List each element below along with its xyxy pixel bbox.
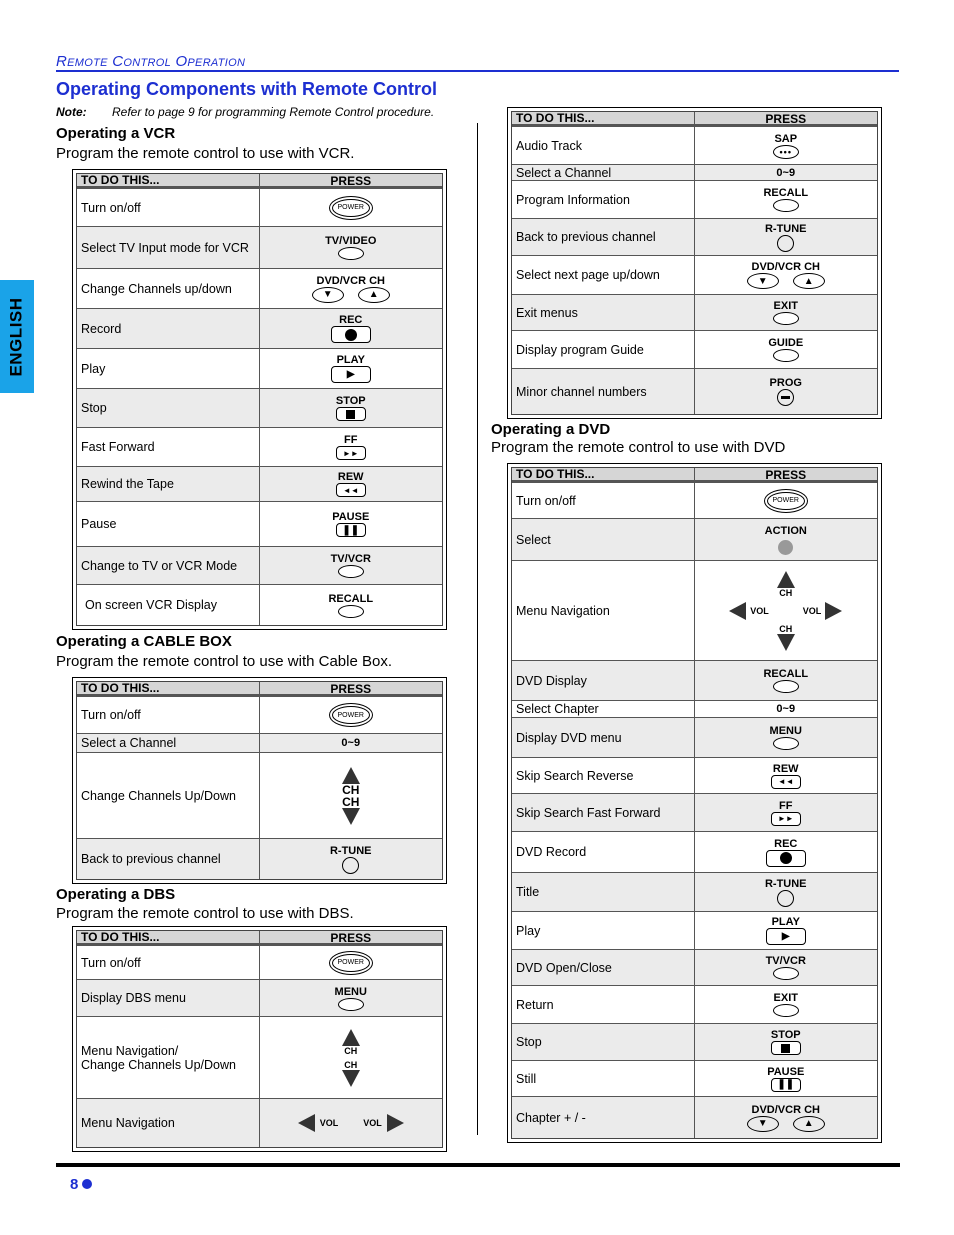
table-row-label: Select a Channel [77, 734, 260, 752]
power-button-icon: POWER [329, 951, 373, 975]
col-press: PRESS [330, 174, 372, 188]
key-label: STOP [770, 1029, 801, 1041]
table-row-label: Still [512, 1061, 695, 1096]
oval-button-icon [773, 967, 799, 980]
digital-table [507, 107, 882, 419]
stop-icon [771, 1041, 801, 1055]
table-row-label: Change to TV or VCR Mode [77, 547, 260, 584]
key-label: 0~9 [776, 166, 796, 179]
key-label: DVD/VCR CH [316, 274, 385, 287]
table-row-label: DVD Record [512, 832, 695, 872]
page-title: Operating Components with Remote Control [56, 79, 437, 99]
table-row-label: Change Channels Up/Down [81, 1057, 236, 1072]
sap-icon: ••• [773, 145, 799, 159]
key-label: DVD/VCR CH [751, 261, 820, 273]
key-label: TV/VCR [330, 553, 371, 565]
key-label: DVD/VCR CH [751, 1103, 820, 1116]
rewind-icon: ◄◄ [336, 483, 366, 497]
key-label: RECALL [763, 668, 809, 680]
oval-button-icon [773, 680, 799, 693]
ch-up-icon [342, 1029, 360, 1046]
table-row-label: Pause [77, 502, 260, 546]
table-row-label: Skip Search Reverse [512, 758, 695, 793]
table-row-label: Audio Track [512, 127, 695, 164]
table-row-label: Display program Guide [512, 331, 695, 368]
table-row-label: Select [512, 519, 695, 560]
record-icon [766, 850, 806, 867]
fast-forward-icon: ►► [336, 446, 366, 460]
dbs-sub: Program the remote control to use with DBS. [56, 905, 354, 922]
table-row-label: Program Information [512, 181, 695, 218]
table-row-label: Turn on/off [77, 189, 260, 226]
col-todo: TO DO THIS... [77, 682, 260, 694]
power-button-icon: POWER [764, 489, 808, 513]
col-todo: TO DO THIS... [512, 112, 695, 124]
oval-button-icon [773, 1004, 799, 1017]
key-label: MENU [334, 985, 367, 998]
key-label: R-TUNE [764, 222, 807, 235]
table-row-label: Back to previous channel [512, 219, 695, 255]
record-icon [331, 326, 371, 343]
col-press: PRESS [765, 112, 807, 126]
note [56, 105, 434, 119]
language-tab [0, 280, 34, 393]
oval-button-icon [338, 605, 364, 618]
play-icon: ▶ [766, 928, 806, 945]
table-row-label: Title [512, 873, 695, 911]
table-row-label: Turn on/off [77, 946, 260, 979]
table-row-label: Play [512, 912, 695, 949]
col-press: PRESS [330, 682, 372, 696]
footer-rule [56, 1163, 900, 1167]
up-arrow-icon: ▲ [358, 287, 390, 303]
key-label: PAUSE [332, 511, 370, 523]
down-arrow-icon: ▼ [747, 1116, 779, 1132]
col-press: PRESS [330, 931, 372, 945]
key-label: REC [774, 837, 798, 850]
key-label: REC [339, 314, 363, 326]
note-label: Note: [56, 105, 87, 119]
table-row-label: Stop [77, 389, 260, 427]
vcr-heading: Operating a VCR [56, 125, 176, 142]
table-row-label: Turn on/off [77, 697, 260, 733]
section-header: Remote Control Operation [56, 53, 246, 70]
table-row-label: Select a Channel [512, 165, 695, 180]
oval-button-icon [773, 349, 799, 362]
key-label: PROG [769, 377, 802, 389]
page-number: 8 [70, 1176, 92, 1193]
note-text: Refer to page 9 for programming Remote Control procedure. [112, 105, 435, 119]
vol-left-icon [729, 602, 746, 620]
table-row-label: Back to previous channel [77, 839, 260, 879]
table-row-label: Select TV Input mode for VCR [77, 227, 260, 268]
key-label: PLAY [771, 916, 800, 928]
vol-right-icon [825, 602, 842, 620]
col-press: PRESS [765, 468, 807, 482]
circle-button-icon [777, 890, 794, 907]
circle-button-icon [777, 235, 794, 252]
circle-button-icon [342, 857, 359, 874]
table-row-label: Rewind the Tape [77, 467, 260, 501]
ch-down-icon [777, 634, 795, 651]
key-label: FF [779, 799, 793, 812]
ch-down-icon [342, 808, 360, 825]
vol-left-icon [298, 1114, 315, 1132]
cable-table: TO DO THIS... PRESS Turn on/off POWER Select a Channel 0~9 Change Channels Up/Down CH CH Back to previous channel R-TUNE [72, 677, 447, 884]
power-button-icon: POWER [329, 196, 373, 220]
power-button-icon: POWER [329, 703, 373, 727]
table-row-label: Stop [512, 1024, 695, 1060]
key-label: RECALL [763, 187, 809, 199]
oval-button-icon [773, 312, 799, 325]
header-rule [56, 70, 899, 72]
pause-icon: ❚❚ [771, 1078, 801, 1092]
oval-button-icon [338, 247, 364, 260]
vcr-table [72, 169, 447, 630]
col-todo: TO DO THIS... [77, 174, 260, 186]
col-todo: TO DO THIS... [77, 931, 260, 943]
table-row-label: On screen VCR Display [77, 585, 260, 625]
key-label: 0~9 [341, 737, 361, 749]
fast-forward-icon: ►► [771, 812, 801, 826]
table-row-label: Display DVD menu [512, 718, 695, 757]
vol-right-icon [387, 1114, 404, 1132]
key-label: STOP [335, 395, 366, 407]
prog-icon [777, 389, 794, 406]
dvd-heading: Operating a DVD [491, 421, 611, 438]
key-label: GUIDE [768, 337, 804, 349]
key-label: REW [772, 762, 799, 775]
oval-button-icon [338, 565, 364, 578]
table-row-label: Return [512, 986, 695, 1023]
table-row-label: DVD Display [512, 661, 695, 700]
table-row-label: Chapter + / - [512, 1097, 695, 1138]
table-row-label: Change Channels Up/Down [77, 753, 260, 838]
dbs-table: TO DO THIS... PRESS Turn on/off POWER Display DBS menu MENU Menu Navigation/ Change Channels Up/Down CH CH Menu Navigation VOL VOL [72, 926, 447, 1152]
key-label: EXIT [773, 992, 798, 1004]
key-label: RECALL [328, 592, 374, 605]
action-button-icon [778, 540, 793, 555]
key-label: TV/VCR [765, 955, 806, 967]
oval-button-icon [773, 737, 799, 750]
ch-up-icon [777, 571, 795, 588]
language-tab-label: ENGLISH [7, 296, 26, 377]
key-label: R-TUNE [764, 877, 807, 890]
rewind-icon: ◄◄ [771, 775, 801, 789]
ch-down-icon [342, 1070, 360, 1087]
table-row-label: Menu Navigation [77, 1099, 260, 1147]
col-todo: TO DO THIS... [512, 468, 695, 480]
table-row-label: Select next page up/down [512, 256, 695, 294]
key-label: MENU [769, 725, 802, 737]
ch-up-icon [342, 767, 360, 784]
play-icon: ▶ [331, 366, 371, 383]
table-row-label: Record [77, 309, 260, 348]
table-row-label: Minor channel numbers [512, 369, 695, 414]
table-row-label: Fast Forward [77, 428, 260, 466]
oval-button-icon [338, 998, 364, 1011]
key-label: FF [344, 434, 358, 446]
vcr-sub: Program the remote control to use with VCR. [56, 145, 355, 162]
table-row-label: Change Channels up/down [77, 269, 260, 308]
up-arrow-icon: ▲ [793, 273, 825, 289]
down-arrow-icon: ▼ [747, 273, 779, 289]
key-label: REW [337, 471, 364, 483]
cable-sub: Program the remote control to use with Cable Box. [56, 653, 392, 670]
table-row-label: Select Chapter [512, 701, 695, 717]
table-row-label: Turn on/off [512, 483, 695, 518]
column-divider [477, 123, 478, 1135]
cable-heading: Operating a CABLE BOX [56, 633, 232, 650]
down-arrow-icon: ▼ [312, 287, 344, 303]
dbs-heading: Operating a DBS [56, 886, 176, 903]
table-row-label: Skip Search Fast Forward [512, 794, 695, 831]
key-label: 0~9 [776, 703, 796, 715]
table-row-label: Exit menus [512, 295, 695, 330]
oval-button-icon [773, 199, 799, 212]
bullet-icon [82, 1179, 92, 1189]
table-row-label: Menu Navigation/ [81, 1043, 179, 1058]
key-label: EXIT [773, 300, 798, 312]
table-row-label: DVD Open/Close [512, 950, 695, 985]
key-label: R-TUNE [329, 844, 372, 857]
dvd-table: TO DO THIS... PRESS Turn on/off POWER Select ACTION Menu Navigation CH VOL VOL CH DVD Display RECALL Select Chapter 0~9 Display DVD menu MENU Skip Search Reverse REW ◄◄ Skip Search Fast Forward FF ►► DVD Record REC Title R-TUNE Play PLAY ▶ DVD Open/Close TV/VCR Return EXIT Stop STOP Still PAUSE ❚❚ Chapter + / - DVD/VCR CH ▼ ▲ [507, 463, 882, 1143]
stop-icon [336, 407, 366, 421]
key-label: PLAY [336, 354, 365, 366]
pause-icon: ❚❚ [336, 523, 366, 537]
table-row-label: Display DBS menu [77, 980, 260, 1016]
key-label: ACTION [764, 524, 807, 537]
key-label: PAUSE [767, 1065, 805, 1078]
up-arrow-icon: ▲ [793, 1116, 825, 1132]
key-label: SAP [774, 132, 798, 145]
dvd-sub: Program the remote control to use with DVD [491, 439, 786, 456]
key-label: TV/VIDEO [325, 235, 377, 247]
table-row-label: Menu Navigation [512, 561, 695, 660]
table-row-label: Play [77, 349, 260, 388]
